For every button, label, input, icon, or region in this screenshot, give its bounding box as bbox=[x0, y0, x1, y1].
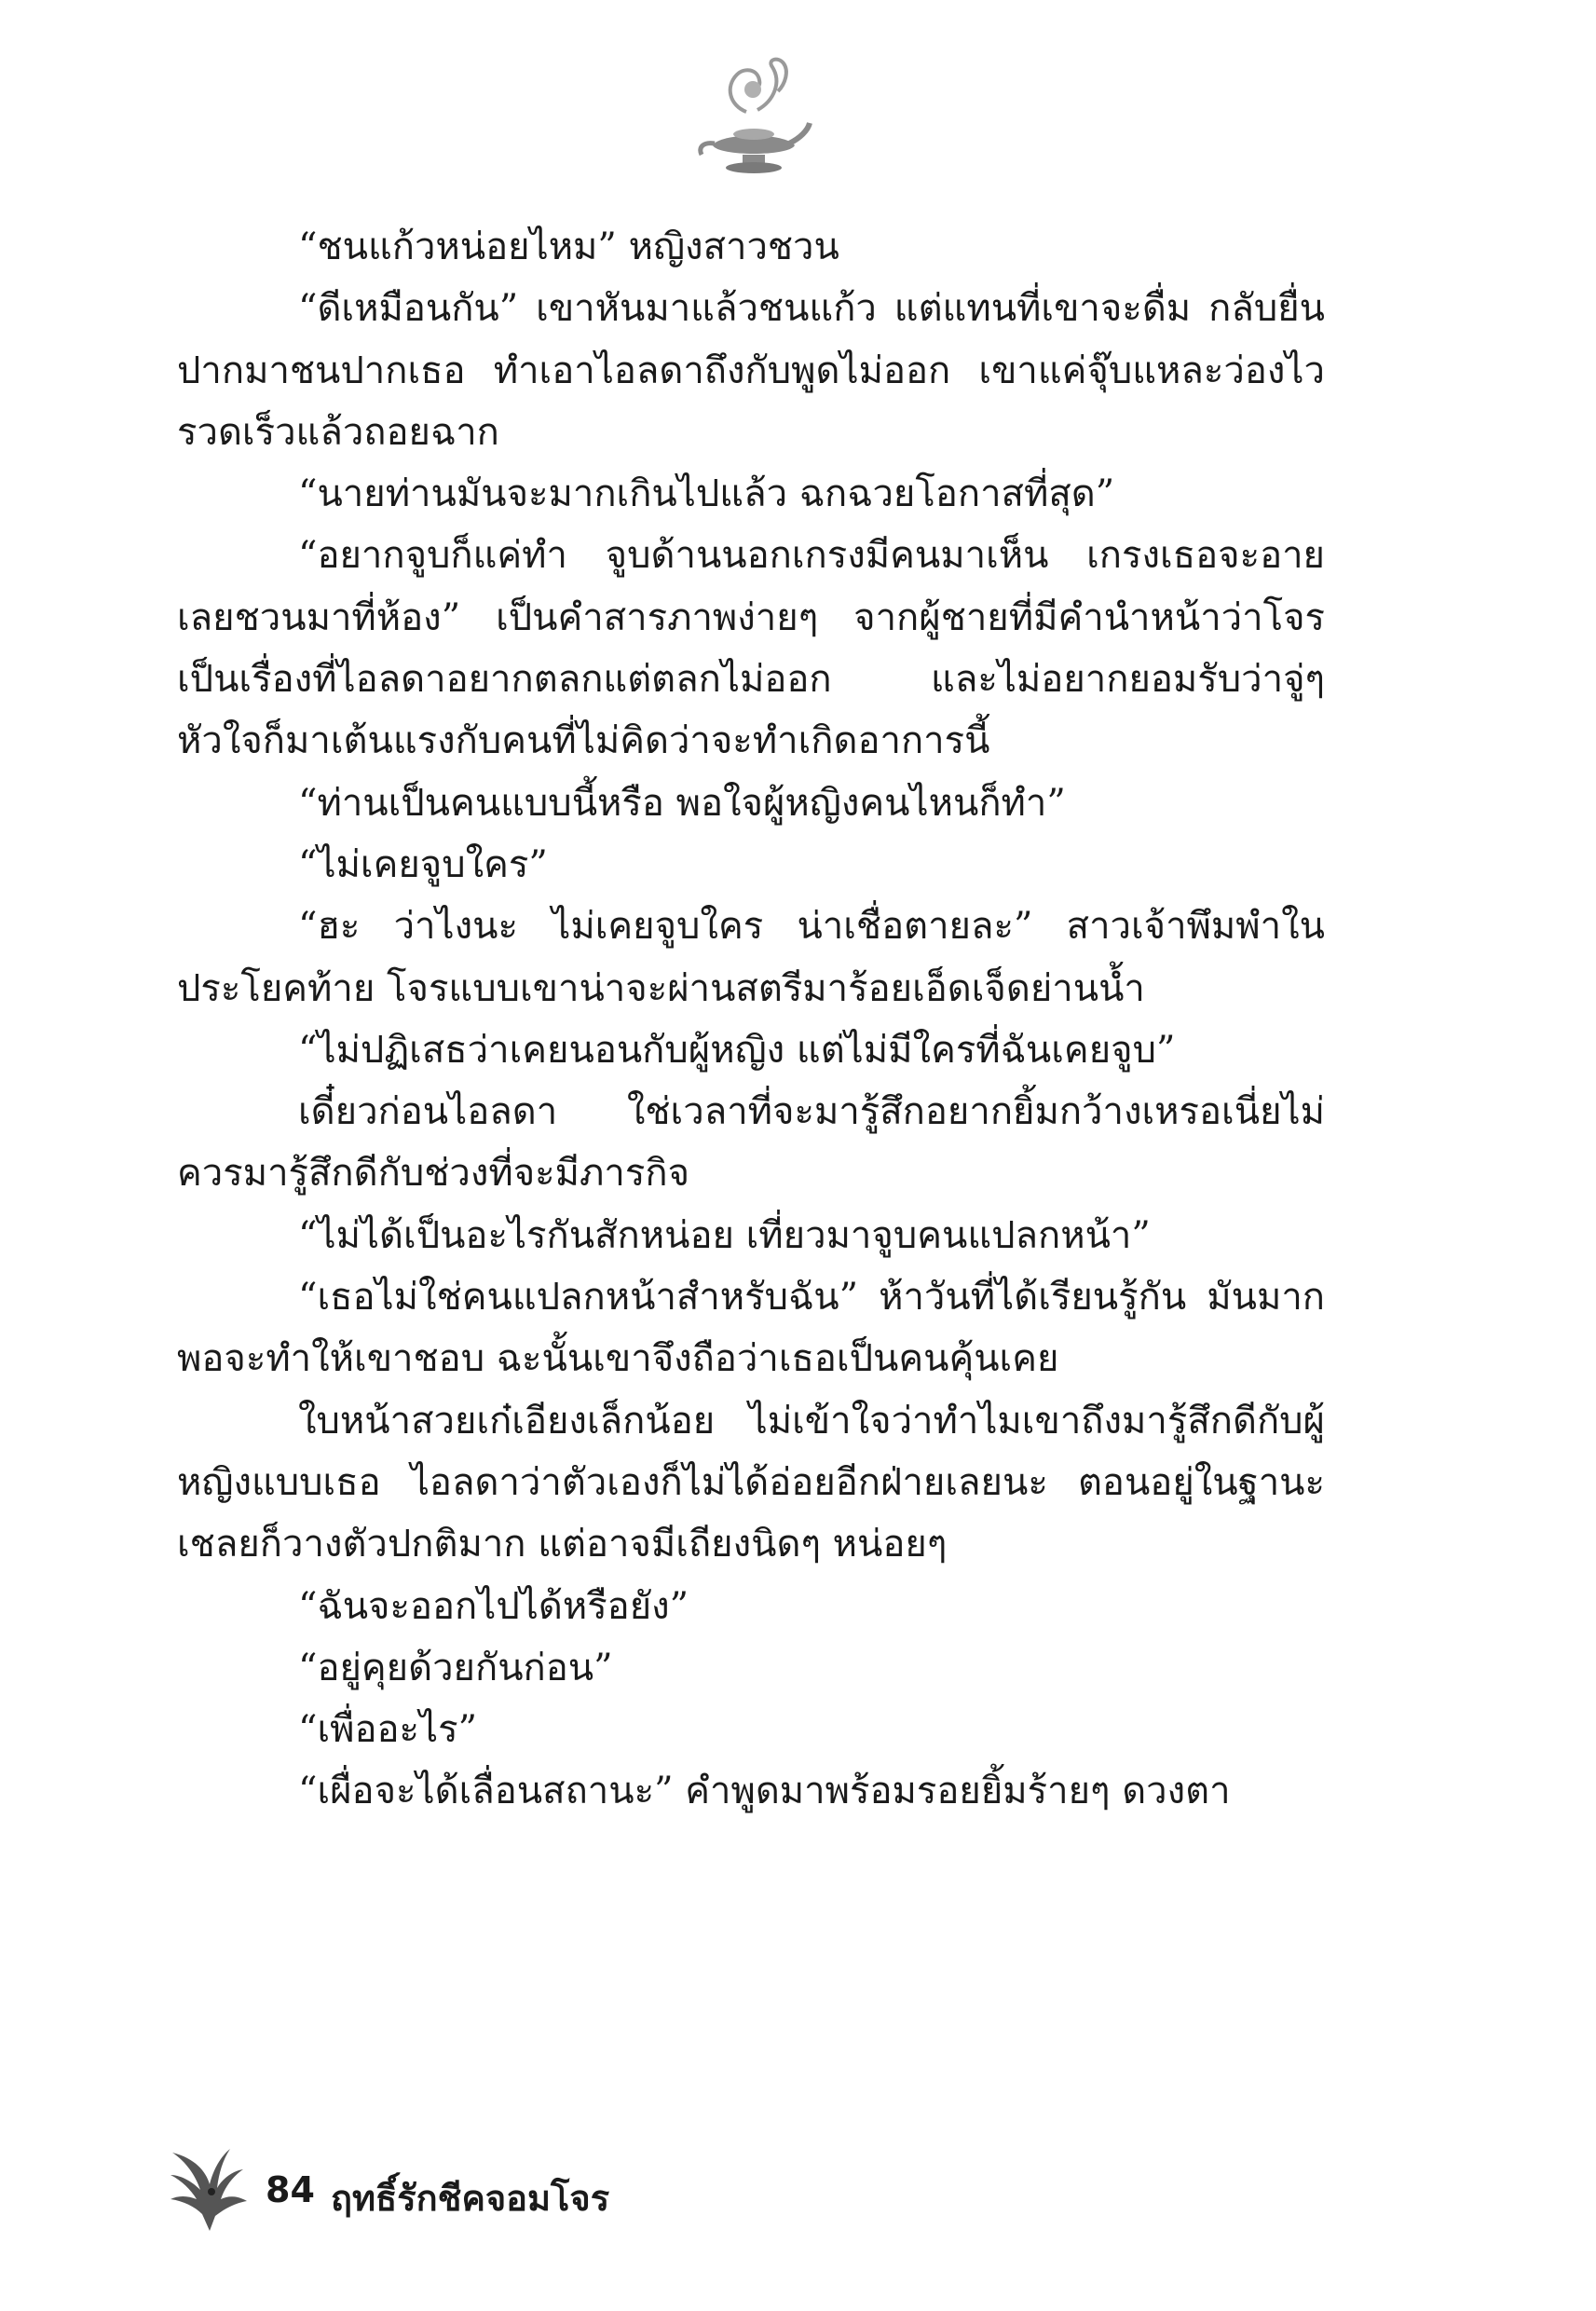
paragraph: “นายท่านมันจะมากเกินไปแล้ว ฉกฉวยโอกาสที่สุด” bbox=[298, 472, 1115, 516]
paragraph: “ฮะ ว่าไงนะ ไม่เคยจูบใคร น่าเชื่อตายละ” สาวเจ้าพึมพำในประโยคท้าย โจรแบบเขาน่าจะผ่านสตรีมาร้อยเอ็ดเจ็ดย่านน้ำ bbox=[177, 905, 1325, 1010]
paragraph: เดี๋ยวก่อนไอลดา ใช่เวลาที่จะมารู้สึกอยากยิ้มกว้างเหรอเนี่ยไม่ควรมารู้สึกดีกับช่วงที่จะมีภารกิจ bbox=[177, 1090, 1325, 1196]
paragraph: “ไม่เคยจูบใคร” bbox=[298, 842, 548, 886]
paragraph: “เผื่อจะได้เลื่อนสถานะ” คำพูดมาพร้อมรอยยิ้มร้ายๆ ดวงตา bbox=[298, 1770, 1231, 1813]
paragraph: “ฉันจะออกไปได้หรือยัง” bbox=[298, 1584, 689, 1628]
paragraph: “ท่านเป็นคนแบบนี้หรือ พอใจผู้หญิงคนไหนก็ทำ” bbox=[298, 781, 1066, 825]
paragraph: “ดีเหมือนกัน” เขาหันมาแล้วชนแก้ว แต่แทนที่เขาจะดื่ม กลับยื่นปากมาชนปากเธอ ทำเอาไอลดาถึงกับพูดไม่ออก เขาแค่จุ๊บแหละว่องไวรวดเร็วแล้วถอยฉาก bbox=[177, 287, 1325, 454]
page-number: 84 bbox=[266, 2169, 315, 2210]
paragraph: “เพื่ออะไร” bbox=[298, 1708, 478, 1752]
body-text bbox=[177, 216, 1325, 1823]
genie-lamp-icon bbox=[692, 54, 813, 185]
eagle-icon bbox=[163, 2134, 252, 2236]
book-title: ฤทธิ์รักชีคจอมโจร bbox=[331, 2178, 610, 2219]
paragraph: “ไม่ปฏิเสธว่าเคยนอนกับผู้หญิง แต่ไม่มีใครที่ฉันเคยจูบ” bbox=[298, 1028, 1176, 1072]
paragraph: “ชนแก้วหน่อยไหม” หญิงสาวชวน bbox=[298, 226, 839, 268]
paragraph: “อยากจูบก็แค่ทำ จูบด้านนอกเกรงมีคนมาเห็น เกรงเธอจะอายเลยชวนมาที่ห้อง” เป็นคำสารภาพง่ายๆ จากผู้ชายที่มีคำนำหน้าว่าโจรเป็นเรื่องที่ไอลดาอยากตลกแต่ตลกไม่ออก และไม่อยากยอมรับว่าจู่ๆ หัวใจก็มาเต้นแรงกับคนที่ไม่คิดว่าจะทำเกิดอาการนี้ bbox=[177, 534, 1325, 763]
page-footer bbox=[163, 2134, 815, 2246]
paragraph: “ไม่ได้เป็นอะไรกันสักหน่อย เที่ยวมาจูบคนแปลกหน้า” bbox=[298, 1213, 1151, 1257]
paragraph: “เธอไม่ใช่คนแปลกหน้าสำหรับฉัน” ห้าวันที่ได้เรียนรู้กัน มันมากพอจะทำให้เขาชอบ ฉะนั้นเขาจึงถือว่าเธอเป็นคนคุ้นเคย bbox=[177, 1276, 1325, 1381]
paragraph: ใบหน้าสวยเก๋เอียงเล็กน้อย ไม่เข้าใจว่าทำไมเขาถึงมารู้สึกดีกับผู้หญิงแบบเธอ ไอลดาว่าตัวเองก็ไม่ได้อ่อยอีกฝ่ายเลยนะ ตอนอยู่ในฐานะเชลยก็วางตัวปกติมาก แต่อาจมีเถียงนิดๆ หน่อยๆ bbox=[177, 1399, 1325, 1566]
paragraph: “อยู่คุยด้วยกันก่อน” bbox=[298, 1646, 613, 1689]
